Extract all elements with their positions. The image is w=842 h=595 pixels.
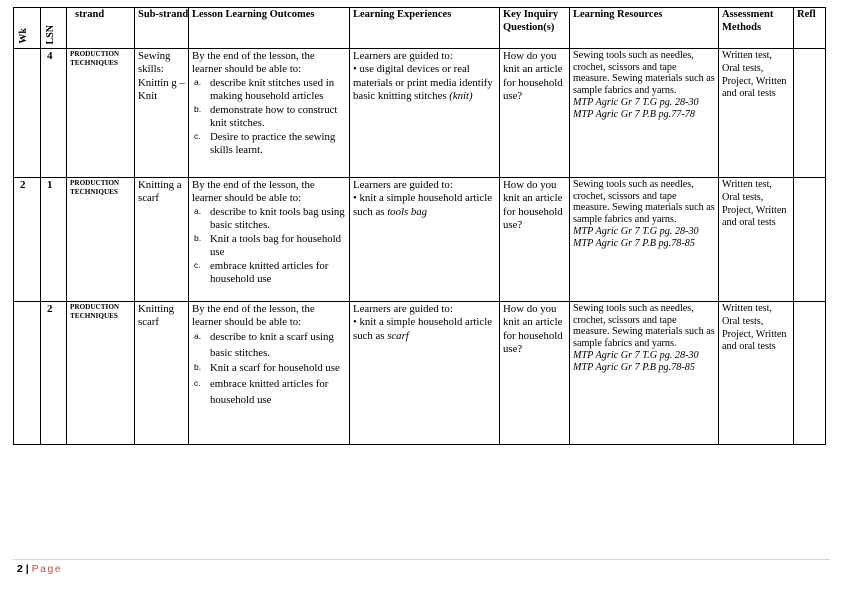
cell-experiences <box>350 178 500 302</box>
outcomes-list <box>192 206 346 287</box>
resources-text: Sewing tools such as needles, crochet, scissors and tape measure. Sewing materials such as sample fabrics and yarns. <box>573 179 715 226</box>
outcomes-list <box>192 77 346 158</box>
table-row <box>14 178 826 302</box>
outcomes-list <box>192 330 346 408</box>
cell-wk <box>14 302 41 445</box>
header-outcomes: Lesson Learning Outcomes <box>189 8 350 49</box>
table-row <box>14 49 826 178</box>
list-item: a. describe to knit tools bag using basic stitches. <box>194 205 345 232</box>
table-row <box>14 302 826 445</box>
list-item: b. demonstrate how to construct knit stitches. <box>194 103 338 130</box>
header-lsn: LSN <box>41 8 67 49</box>
cell-question: How do you knit an article for household use? <box>500 178 570 302</box>
page-label: Page <box>31 563 63 575</box>
list-item: c. embrace knitted articles for household use <box>194 377 329 406</box>
cell-outcomes <box>189 49 350 178</box>
experiences-text: • knit a simple household article such as tools bag <box>353 192 493 218</box>
header-sub-strand: Sub-strand <box>135 8 189 49</box>
resources-text: Sewing tools such as needles, crochet, scissors and tape measure. Sewing materials such as sample fabrics and yarns. <box>573 50 715 97</box>
experiences-intro: Learners are guided to: <box>353 179 453 191</box>
cell-wk <box>14 49 41 178</box>
cell-strand: PRODUCTION TECHNIQUES <box>67 49 135 178</box>
cell-wk: 2 <box>14 178 41 302</box>
cell-outcomes <box>189 178 350 302</box>
cell-assessment: Written test, Oral tests, Project, Written and oral tests <box>719 302 794 445</box>
header-question: Key Inquiry Question(s) <box>500 8 570 49</box>
resources-ref: MTP Agric Gr 7 P.B pg.77-78 <box>573 108 695 120</box>
list-item: b. Knit a tools bag for household use <box>194 232 342 259</box>
cell-experiences <box>350 302 500 445</box>
footer-separator: | <box>25 563 29 575</box>
list-item: c. embrace knitted articles for household use <box>194 259 329 286</box>
outcomes-intro: By the end of the lesson, the learner should be able to: <box>192 303 315 329</box>
outcomes-intro: By the end of the lesson, the learner should be able to: <box>192 179 315 205</box>
cell-sub-strand: Knitting scarf <box>135 302 189 445</box>
cell-strand: PRODUCTION TECHNIQUES <box>67 302 135 445</box>
header-assessment: Assessment Methods <box>719 8 794 49</box>
resources-ref: MTP Agric Gr 7 P.B pg.78-85 <box>573 361 695 373</box>
list-item: c. Desire to practice the sewing skills learnt. <box>194 130 336 157</box>
header-resources: Learning Resources <box>570 8 719 49</box>
experiences-text: • use digital devices or real materials or print media identify basic knitting stitches (knit) <box>353 63 493 103</box>
footer-divider <box>13 559 830 560</box>
cell-refl <box>794 49 826 178</box>
resources-ref: MTP Agric Gr 7 T.G pg. 28-30 <box>573 349 699 361</box>
cell-experiences <box>350 49 500 178</box>
cell-resources <box>570 178 719 302</box>
list-item: b. Knit a scarf for household use <box>194 362 340 375</box>
header-refl: Refl <box>794 8 826 49</box>
header-row <box>14 8 826 49</box>
cell-lsn: 2 <box>41 302 67 445</box>
cell-refl <box>794 302 826 445</box>
cell-assessment: Written test, Oral tests, Project, Written and oral tests <box>719 178 794 302</box>
header-experiences: Learning Experiences <box>350 8 500 49</box>
cell-outcomes <box>189 302 350 445</box>
cell-question: How do you knit an article for household use? <box>500 49 570 178</box>
cell-lsn: 4 <box>41 49 67 178</box>
cell-resources <box>570 302 719 445</box>
outcomes-intro: By the end of the lesson, the learner should be able to: <box>192 50 315 76</box>
cell-sub-strand: Sewing skills: Knittin g –Knit <box>135 49 189 178</box>
resources-text: Sewing tools such as needles, crochet, scissors and tape measure. Sewing materials such as sample fabrics and yarns. <box>573 303 715 350</box>
scheme-of-work-table <box>13 7 826 445</box>
experiences-intro: Learners are guided to: <box>353 303 453 315</box>
page-number: 2 <box>17 563 23 575</box>
header-strand: strand <box>67 8 135 49</box>
list-item: a. describe knit stitches used in making household articles <box>194 76 335 103</box>
experiences-text: • knit a simple household article such as scarf <box>353 316 493 342</box>
resources-ref: MTP Agric Gr 7 T.G pg. 28-30 <box>573 225 699 237</box>
resources-ref: MTP Agric Gr 7 P.B pg.78-85 <box>573 237 695 249</box>
cell-resources <box>570 49 719 178</box>
header-wk: Wk <box>14 8 41 49</box>
experiences-intro: Learners are guided to: <box>353 50 453 62</box>
cell-assessment: Written test, Oral tests, Project, Written and oral tests <box>719 49 794 178</box>
resources-ref: MTP Agric Gr 7 T.G pg. 28-30 <box>573 96 699 108</box>
cell-lsn: 1 <box>41 178 67 302</box>
cell-question: How do you knit an article for household use? <box>500 302 570 445</box>
list-item: a. describe to knit a scarf using basic stitches. <box>194 330 334 359</box>
cell-sub-strand: Knitting a scarf <box>135 178 189 302</box>
page-footer <box>17 563 62 575</box>
cell-strand: PRODUCTION TECHNIQUES <box>67 178 135 302</box>
cell-refl <box>794 178 826 302</box>
